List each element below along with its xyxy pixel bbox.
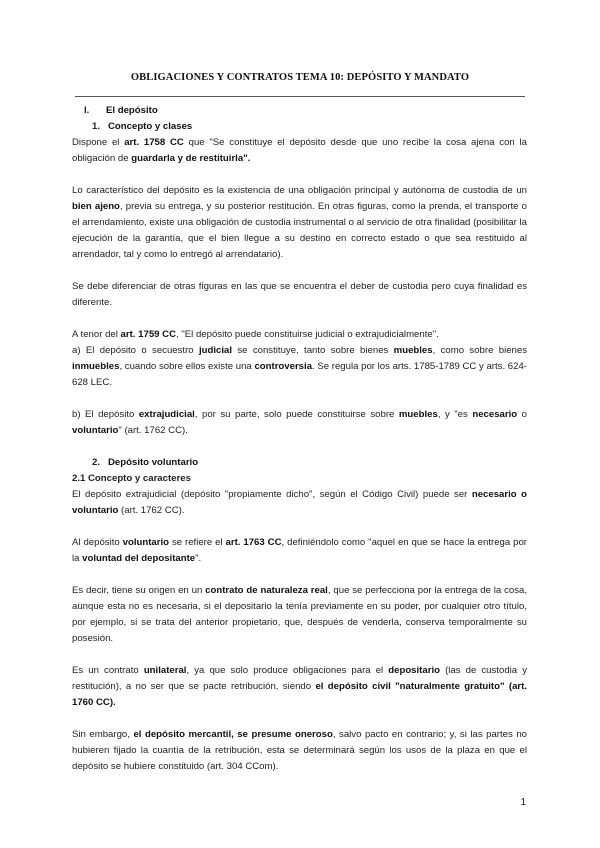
- subsection-title: Concepto y clases: [108, 121, 193, 132]
- subsubsection-heading-concepto-caracteres: 2.1 Concepto y caracteres: [72, 473, 191, 484]
- subsection-heading-deposito-voluntario: [72, 455, 527, 471]
- paragraph-art-1758: Dispone el art. 1758 CC que "Se constituye el depósito desde que uno recibe la cosa ajena con la obligación de guardarla y de restituirla".: [72, 137, 527, 164]
- page-number: 1: [520, 797, 526, 808]
- paragraph-deposito-judicial: a) El depósito o secuestro judicial se constituye, tanto sobre bienes muebles, como sobre bienes inmuebles, cuando sobre ellos existe una controversia. Se regula por los arts. 1785-1789 CC y arts. 624-628 LEC.: [72, 345, 528, 388]
- subsection-heading-concepto-y-clases: [72, 119, 527, 135]
- subsection-number: 1.: [92, 121, 101, 132]
- paragraph-naturaleza-real: Es decir, tiene su origen en un contrato de naturaleza real, que se perfecciona por la entrega de la cosa, aunque esta no es necesaria, si el depositario la tenía previamente en su poder, por cualquier otro título, por ejemplo, si se trata del anterior propietario, que, después de venderla, conserva temporalmente su posesión.: [72, 585, 528, 644]
- subsection-number: 2.: [92, 457, 101, 468]
- paragraph-art-1763: Al depósito voluntario se refiere el art. 1763 CC, definiéndolo como "aquel en que se hace la entrega por la voluntad del depositante".: [72, 537, 527, 564]
- paragraph-caracteristico: Lo característico del depósito es la existencia de una obligación principal y autónoma de custodia de un bien ajeno, previa su entrega, y su posterior restitución. En otras figuras, como la prenda, el transporte o el arrendamiento, existe una obligación de custodia instrumental o al servicio de otra finalidad (posibilitar la ejecución de la garantía, que el bien llegue a su destino en correcto estado o que sea restituido al arrendador, tal y como lo entregó al arrendatario).: [72, 185, 527, 260]
- document-body: [72, 103, 527, 775]
- subsection-title: Depósito voluntario: [108, 457, 199, 468]
- document-title: OBLIGACIONES Y CONTRATOS TEMA 10: DEPÓSITO Y MANDATO: [130, 72, 470, 83]
- title-divider: [75, 96, 525, 97]
- paragraph-mercantil-oneroso: Sin embargo, el depósito mercantil, se presume oneroso, salvo pacto en contrario; y, si las partes no hubieren fijado la cuantía de la retribución, esta se determinará según los usos de la plaza en que el depósito se hubiere constituido (art. 304 CCom).: [72, 729, 527, 772]
- paragraph-deposito-extrajudicial: b) El depósito extrajudicial, por su parte, solo puede constituirse sobre muebles, y "es necesario o voluntario" (art. 1762 CC).: [72, 409, 527, 436]
- paragraph-extrajudicial-propiamente: El depósito extrajudicial (depósito "propiamente dicho", según el Código Civil) puede ser necesario o voluntario (art. 1762 CC).: [72, 489, 528, 516]
- paragraph-unilateral: Es un contrato unilateral, ya que solo produce obligaciones para el depositario (las de custodia y restitución), a no ser que se pacte retribución, siendo el depósito civil "naturalmente gratuito" (art. 1760 CC).: [72, 665, 528, 708]
- section-number: I.: [84, 105, 90, 116]
- paragraph-diferenciar: Se debe diferenciar de otras figuras en las que se encuentra el deber de custodia pero cuya finalidad es diferente.: [72, 281, 527, 308]
- paragraph-art-1759: A tenor del art. 1759 CC, "El depósito puede constituirse judicial o extrajudicialmente".: [72, 329, 439, 340]
- section-title: El depósito: [106, 105, 158, 116]
- section-heading-el-deposito: [72, 103, 527, 119]
